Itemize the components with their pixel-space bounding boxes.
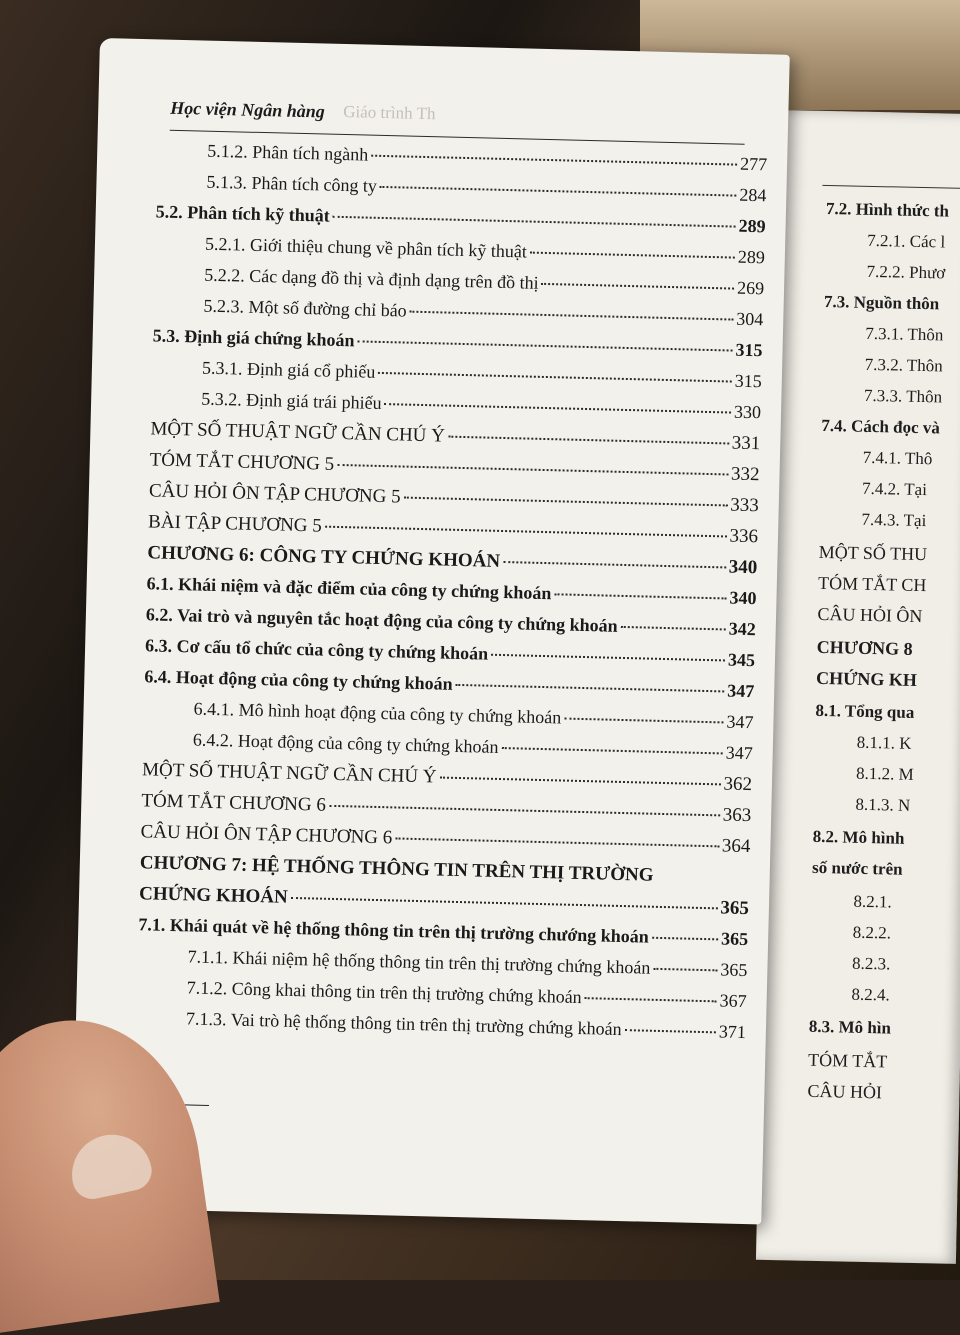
toc-entry-page: 315	[734, 370, 763, 392]
right-page-entry: 8.1.3. N	[855, 794, 911, 815]
toc-entry-page: 340	[729, 587, 757, 609]
right-page	[756, 110, 960, 1264]
toc-entry-page: 331	[731, 432, 761, 455]
toc-entry-page: 347	[726, 711, 754, 733]
dot-leader	[291, 897, 718, 909]
toc-entry-title: MỘT SỐ THUẬT NGỮ CẦN CHÚ Ý	[150, 418, 446, 447]
dot-leader	[585, 997, 717, 1002]
toc-entry-title: MỘT SỐ THUẬT NGỮ CẦN CHÚ Ý	[141, 759, 437, 788]
right-page-entry: 8.1.2. M	[855, 763, 914, 784]
right-page-entry: 7.2.1. Các l	[867, 230, 946, 252]
toc-entry-title: 6.2. Vai trò và nguyên tắc hoạt động của công ty chứng khoán	[145, 604, 618, 636]
dot-leader	[358, 340, 733, 351]
right-page-entry: CÂU HỎI	[807, 1080, 883, 1103]
chapter-7-page: 365	[720, 897, 750, 920]
toc-entry-title: CÂU HỎI ÔN TẬP CHƯƠNG 6	[140, 821, 393, 849]
toc-entry-page: 367	[719, 990, 747, 1012]
right-page-entry: số nước trên	[811, 857, 903, 879]
toc-entry-page: 365	[720, 959, 748, 981]
toc-entry-title: 5.1.3. Phân tích công ty	[206, 171, 378, 196]
dot-leader	[404, 497, 728, 507]
toc-entry-title: 5.2. Phân tích kỹ thuật	[155, 201, 331, 226]
dot-leader	[410, 311, 734, 321]
right-page-entry: MỘT SỐ THU	[818, 541, 928, 565]
chapter-7-title-line2-text: CHỨNG KHOÁN	[138, 883, 288, 908]
toc-entry-page: 365	[720, 928, 749, 950]
dot-leader	[380, 186, 736, 197]
toc-entry-title: 5.3. Định giá chứng khoán	[152, 325, 355, 351]
toc-entry-page: 269	[736, 277, 765, 299]
toc-entry-title: 5.2.3. Một số đường chỉ báo	[203, 295, 407, 321]
toc-entry-title: 5.2.1. Giới thiệu chung về phân tích kỹ thuật	[204, 233, 528, 262]
bleed-through-text: Giáo trình Th	[343, 101, 436, 124]
dot-leader	[337, 464, 728, 476]
dot-leader	[448, 436, 729, 445]
toc-entry-title: 7.1.1. Khái niệm hệ thống thông tin trên thị trường chứng khoán	[187, 946, 651, 978]
right-page-header-rule	[822, 185, 960, 189]
toc-entry-page: 347	[727, 680, 755, 702]
toc-entry-title: 5.1.2. Phân tích ngành	[207, 140, 369, 165]
dot-leader	[329, 805, 720, 817]
toc-entry-page: 345	[727, 649, 756, 671]
toc-entry-page: 364	[721, 835, 751, 858]
dot-leader	[440, 777, 721, 786]
right-page-entry: 8.2.1.	[853, 891, 892, 912]
toc-entry-title: 7.1. Khái quát về hệ thống thông tin trên thị trường chướng khoán	[138, 914, 650, 947]
left-page	[71, 38, 789, 1225]
right-page-entry: 7.4.1. Thô	[862, 447, 933, 469]
right-page-entry: 8.1. Tổng qua	[815, 700, 915, 722]
table-of-contents	[136, 139, 768, 1053]
running-head: Học viện Ngân hàng	[170, 97, 326, 122]
toc-entry-page: 289	[737, 246, 766, 268]
toc-entry-page: 371	[718, 1021, 747, 1043]
dot-leader	[371, 155, 737, 166]
dot-leader	[542, 283, 735, 290]
right-page-entry: 8.2.4.	[851, 984, 890, 1005]
toc-entry-title: 6.4. Hoạt động của công ty chứng khoán	[144, 666, 453, 694]
toc-entry-page: 340	[728, 556, 758, 579]
dot-leader	[652, 937, 718, 941]
right-page-entry: 7.4.3. Tại	[861, 509, 927, 531]
toc-entry-title: TÓM TẮT CHƯƠNG 5	[149, 449, 335, 475]
toc-entry-title: TÓM TẮT CHƯƠNG 6	[141, 790, 327, 816]
toc-entry-page: 289	[738, 215, 766, 237]
toc-entry-page: 342	[728, 618, 756, 640]
right-page-entry: 7.3.3. Thôn	[863, 385, 943, 407]
dot-leader	[530, 252, 735, 259]
dot-leader	[625, 1029, 716, 1033]
right-page-entry: 7.4. Cách đọc và	[821, 415, 941, 438]
toc-entry-title: 5.3.1. Định giá cổ phiếu	[201, 357, 376, 382]
right-page-entry: TÓM TẮT CH	[817, 572, 927, 596]
dot-leader	[385, 403, 731, 413]
toc-entry-page: 336	[729, 525, 759, 548]
right-page-entry: 8.2.2.	[852, 922, 892, 943]
toc-entry-title: 6.4.2. Hoạt động của công ty chứng khoán	[192, 729, 499, 757]
toc-entry-title: CÂU HỎI ÔN TẬP CHƯƠNG 5	[148, 480, 401, 508]
right-page-entry: 7.3.2. Thôn	[864, 354, 943, 376]
dot-leader	[333, 216, 736, 228]
toc-entry-title: 5.2.2. Các dạng đồ thị và định dạng trên đồ thị	[204, 264, 539, 293]
toc-entry-title: 6.1. Khái niệm và đặc điểm của công ty chứng khoán	[146, 573, 552, 604]
right-page-entry: 7.3. Nguồn thôn	[823, 291, 940, 314]
right-page-entry: 7.2.2. Phươ	[866, 261, 946, 283]
dot-leader	[378, 372, 731, 383]
toc-entry-page: 333	[730, 494, 760, 517]
right-page-entry: 8.2.3.	[851, 953, 891, 974]
dot-leader	[554, 593, 726, 599]
dot-leader	[564, 718, 723, 724]
dot-leader	[456, 684, 725, 693]
right-page-entry: 7.2. Hình thức th	[825, 198, 950, 221]
chapter-7-title-line1: CHƯƠNG 7: HỆ THỐNG THÔNG TIN TRÊN THỊ TRƯỜNG	[139, 852, 654, 886]
right-page-entry: CÂU HỎI ÔN	[817, 603, 923, 627]
dot-leader	[491, 654, 725, 662]
toc-entry-title: 6.3. Cơ cấu tổ chức của công ty chứng khoán	[144, 635, 489, 664]
dot-leader	[621, 626, 726, 631]
right-page-entry: 8.1.1. K	[856, 732, 912, 753]
dot-leader	[395, 837, 719, 847]
toc-entry-page: 332	[730, 463, 760, 486]
toc-entry-title: 5.3.2. Định giá trái phiếu	[200, 388, 382, 413]
toc-entry-page: 277	[739, 153, 768, 175]
toc-entry-title: 7.1.3. Vai trò hệ thống thông tin trên thị trường chứng khoán	[185, 1008, 622, 1040]
right-page-entry: 7.4.2. Tại	[861, 478, 928, 500]
toc-entry-title: 6.4.1. Mô hình hoạt động của công ty chứng khoán	[193, 698, 562, 728]
dot-leader	[503, 561, 726, 568]
dot-leader	[653, 968, 717, 972]
dot-leader	[501, 747, 722, 754]
toc-entry-page: 315	[735, 339, 763, 361]
dot-leader	[325, 526, 727, 538]
toc-entry-page: 284	[739, 184, 767, 206]
right-page-entry: 8.2. Mô hình	[812, 826, 905, 848]
toc-entry-title: BÀI TẬP CHƯƠNG 5	[147, 511, 323, 537]
toc-entry-page: 363	[722, 804, 752, 827]
right-page-entry: TÓM TẮT	[807, 1049, 888, 1072]
right-page-entry: CHƯƠNG 8	[816, 636, 913, 659]
toc-entry-title: CHƯƠNG 6: CÔNG TY CHỨNG KHOÁN	[147, 542, 501, 572]
right-page-entry: 7.3.1. Thôn	[865, 323, 944, 345]
toc-entry-title: 7.1.2. Công khai thông tin trên thị trường chứng khoán	[186, 977, 582, 1008]
toc-entry-page: 330	[733, 401, 762, 423]
right-page-entry: CHỨNG KH	[815, 667, 918, 690]
toc-entry-page: 347	[725, 742, 753, 764]
toc-entry-page: 304	[736, 308, 764, 330]
right-page-entry: 8.3. Mô hìn	[808, 1016, 892, 1038]
toc-entry-page: 362	[723, 773, 753, 796]
